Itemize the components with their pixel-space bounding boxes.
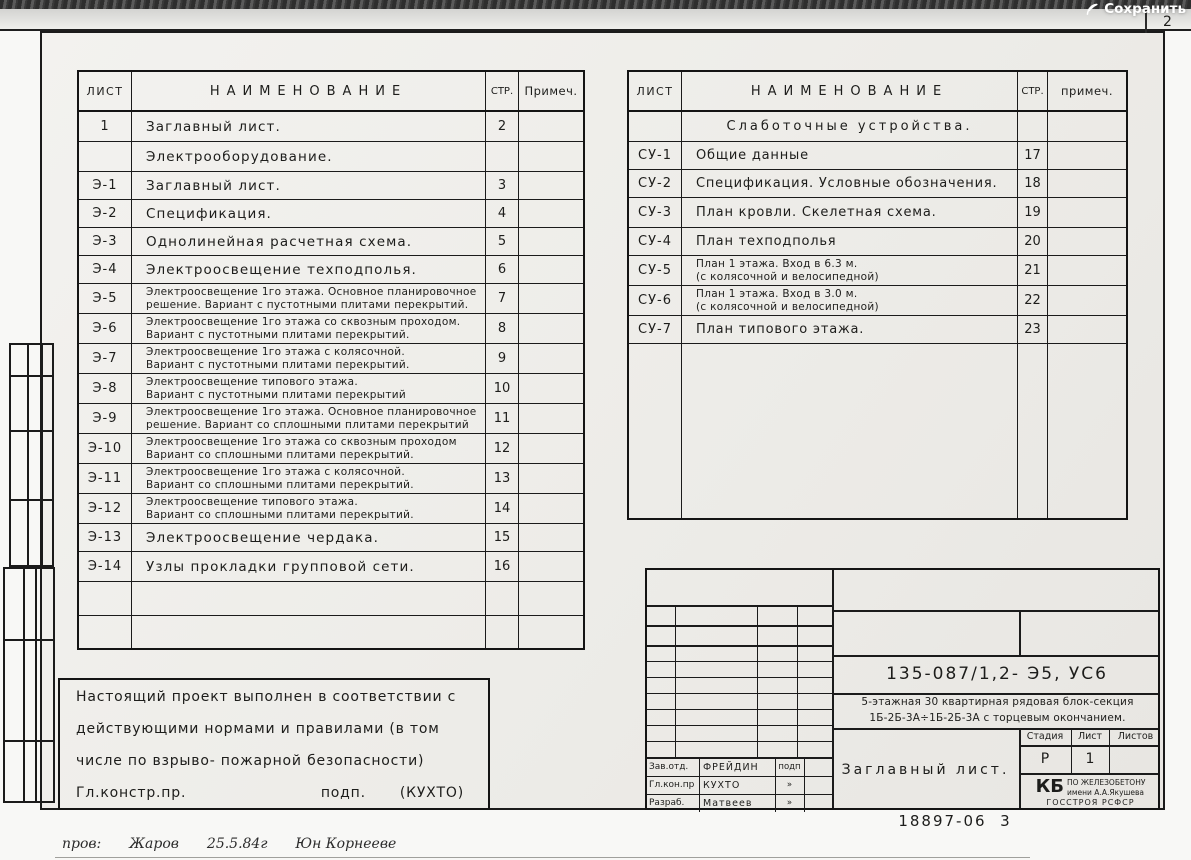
line bbox=[797, 605, 798, 757]
sheet-number-cell: Э-10 bbox=[79, 434, 132, 463]
name-cell: План типового этажа. bbox=[682, 316, 1018, 343]
page-number-cell: 17 bbox=[1018, 142, 1048, 169]
table-row bbox=[79, 464, 583, 494]
document-title: Заглавный лист. bbox=[841, 762, 1010, 778]
signer-name: Матвеев bbox=[703, 797, 753, 809]
object-name bbox=[833, 693, 1162, 728]
note-cell bbox=[519, 314, 583, 343]
sheet-number-cell: СУ-3 bbox=[629, 198, 682, 227]
note-cell bbox=[519, 552, 583, 581]
note-role: Гл.констр.пр. bbox=[76, 785, 187, 801]
line bbox=[55, 857, 1030, 858]
sheets-value bbox=[1109, 745, 1162, 773]
name-cell: План 1 этажа. Вход в 6.3 м. (с колясочной и велосипедной) bbox=[682, 256, 1018, 285]
project-cipher: 135-087/1,2- Э5, УС6 bbox=[886, 664, 1108, 684]
note-cell bbox=[1048, 316, 1126, 343]
sheet-number-cell bbox=[79, 142, 132, 171]
sheet-number-cell: СУ-2 bbox=[629, 170, 682, 197]
header-sheet: ЛИСТ bbox=[79, 72, 132, 110]
table-row bbox=[629, 170, 1126, 198]
note-sign: подп. bbox=[320, 785, 366, 801]
sheet-number-cell: Э-5 bbox=[79, 284, 132, 313]
page-number-cell: 2 bbox=[486, 112, 519, 141]
page-number-cell: 23 bbox=[1018, 316, 1048, 343]
header-note: Примеч. bbox=[524, 84, 578, 98]
note-cell bbox=[519, 616, 583, 650]
sheet-number-cell bbox=[79, 582, 132, 615]
page-number-cell: 6 bbox=[486, 256, 519, 283]
archive-stamp-number: 18897-06 3 bbox=[898, 812, 1012, 830]
note-cell bbox=[519, 524, 583, 551]
note-cell bbox=[1048, 198, 1126, 227]
name-cell: План техподполья bbox=[682, 228, 1018, 255]
signer-name: ФРЕЙДИН bbox=[703, 761, 759, 773]
table-row bbox=[629, 256, 1126, 286]
header-page: СТР. bbox=[1018, 72, 1048, 110]
sheet-number-cell: Э-4 bbox=[79, 256, 132, 283]
table-row bbox=[79, 284, 583, 314]
line bbox=[27, 345, 29, 565]
sheet-number-cell bbox=[79, 616, 132, 650]
header-name: НАИМЕНОВАНИЕ bbox=[682, 72, 1018, 110]
line bbox=[41, 345, 43, 565]
header-name: НАИМЕНОВАНИЕ bbox=[132, 72, 486, 110]
sheet-number-cell: СУ-7 bbox=[629, 316, 682, 343]
name-cell: Электроосвещение 1го этажа с колясочной. Вариант с пустотными плитами перекрытий. bbox=[132, 344, 486, 373]
table-row bbox=[79, 524, 583, 552]
sheet-number-cell: Э-8 bbox=[79, 374, 132, 403]
page-number-cell: 8 bbox=[486, 314, 519, 343]
sheet-number-cell: Э-11 bbox=[79, 464, 132, 493]
page-number-cell: 12 bbox=[486, 434, 519, 463]
note-cell bbox=[1048, 228, 1126, 255]
signer-signature: » bbox=[786, 780, 793, 790]
note-cell bbox=[519, 464, 583, 493]
page-number-cell: 15 bbox=[486, 524, 519, 551]
stage-label: Стадия bbox=[1026, 731, 1064, 742]
name-cell: Узлы прокладки групповой сети. bbox=[132, 552, 486, 581]
page-number-cell: 3 bbox=[486, 172, 519, 199]
line bbox=[5, 639, 53, 641]
note-cell bbox=[519, 284, 583, 313]
table-row bbox=[79, 142, 583, 172]
table-row bbox=[79, 552, 583, 582]
name-cell: Электроосвещение техподполья. bbox=[132, 256, 486, 283]
note-cell bbox=[1048, 344, 1126, 520]
name-cell: Электроосвещение 1го этажа. Основное планировочное решение. Вариант со сплошными плитами перекрытий bbox=[132, 404, 486, 433]
name-cell: Электроосвещение 1го этажа со сквозным проходом. Вариант с пустотными плитами перекрытий. bbox=[132, 314, 486, 343]
page-number-cell: 14 bbox=[486, 494, 519, 523]
table-row bbox=[79, 434, 583, 464]
save-button[interactable] bbox=[1084, 1, 1186, 17]
name-cell: Электроосвещение типового этажа. Вариант со сплошными плитами перекрытий. bbox=[132, 494, 486, 523]
signer-role: Гл.кон.пр bbox=[649, 780, 695, 790]
page-number-cell bbox=[1018, 344, 1048, 520]
sheet-number-cell: Э-2 bbox=[79, 200, 132, 227]
name-cell: Электроосвещение 1го этажа со сквозным проходом Вариант со сплошными плитами перекрытий. bbox=[132, 434, 486, 463]
check-date: 25.5.84г bbox=[206, 836, 268, 852]
table-row bbox=[629, 112, 1126, 142]
page-number-cell: 9 bbox=[486, 344, 519, 373]
save-button-label: Сохранить bbox=[1104, 1, 1186, 17]
page-top-margin bbox=[0, 9, 1191, 31]
name-cell: Электроосвещение чердака. bbox=[132, 524, 486, 551]
note-signature-line bbox=[76, 785, 472, 801]
sheet-label: Лист bbox=[1077, 731, 1103, 742]
page-number-cell: 19 bbox=[1018, 198, 1048, 227]
header-page: СТР. bbox=[486, 72, 519, 110]
signer-signature: » bbox=[786, 798, 793, 808]
sheet-value: 1 bbox=[1085, 751, 1095, 767]
organization-block bbox=[1019, 773, 1162, 812]
table-row bbox=[79, 112, 583, 142]
save-icon bbox=[1084, 2, 1099, 17]
line bbox=[5, 740, 53, 742]
stage-value: Р bbox=[1040, 751, 1050, 767]
name-cell bbox=[132, 616, 486, 650]
sheet-number-cell: Э-6 bbox=[79, 314, 132, 343]
table-row bbox=[629, 198, 1126, 228]
page-number-cell bbox=[486, 616, 519, 650]
organization-line1: ПО ЖЕЛЕЗОБЕТОНУ bbox=[1067, 778, 1146, 788]
line bbox=[804, 757, 805, 812]
page-number-cell: 21 bbox=[1018, 256, 1048, 285]
page-number-cell: 4 bbox=[486, 200, 519, 227]
line bbox=[675, 605, 676, 757]
table-row bbox=[629, 316, 1126, 344]
name-cell: Спецификация. bbox=[132, 200, 486, 227]
sheet-page-number: 2 bbox=[1163, 13, 1172, 30]
note-cell bbox=[519, 434, 583, 463]
left-margin-stamp-upper bbox=[9, 343, 54, 567]
table-row bbox=[79, 494, 583, 524]
line bbox=[35, 569, 37, 801]
note-cell bbox=[1048, 286, 1126, 315]
table-row bbox=[79, 404, 583, 434]
note-cell bbox=[1048, 170, 1126, 197]
signer-role: Разраб. bbox=[649, 798, 685, 808]
organization-line3: ГОССТРОЯ РСФСР bbox=[1046, 797, 1135, 807]
contents-table-low-current bbox=[627, 70, 1128, 520]
check-name: Жаров bbox=[129, 836, 179, 852]
table-row bbox=[629, 344, 1126, 520]
line bbox=[11, 430, 52, 432]
header-sheet: ЛИСТ bbox=[629, 72, 682, 110]
name-cell bbox=[682, 344, 1018, 520]
name-cell: Заглавный лист. bbox=[132, 112, 486, 141]
check-extra: Юн Корнееве bbox=[295, 836, 397, 852]
table-row bbox=[79, 616, 583, 650]
sheet-number-cell: 1 bbox=[79, 112, 132, 141]
table-row bbox=[79, 344, 583, 374]
sheet-number-cell bbox=[629, 112, 682, 141]
left-margin-stamp-lower bbox=[3, 567, 55, 803]
page-number-cell bbox=[486, 142, 519, 171]
note-line: числе по взрыво- пожарной безопасности) bbox=[76, 753, 425, 769]
note-line: действующими нормами и правилами (в том bbox=[76, 721, 440, 737]
table-row bbox=[79, 200, 583, 228]
line bbox=[1019, 610, 1021, 655]
sheet-number-cell: Э-13 bbox=[79, 524, 132, 551]
line bbox=[757, 605, 758, 757]
page-number-cell: 11 bbox=[486, 404, 519, 433]
name-cell: Однолинейная расчетная схема. bbox=[132, 228, 486, 255]
table-row bbox=[79, 314, 583, 344]
header-note: примеч. bbox=[1061, 84, 1113, 98]
sheet-number-cell: СУ-6 bbox=[629, 286, 682, 315]
sheet-number-cell: Э-7 bbox=[79, 344, 132, 373]
note-cell bbox=[1048, 142, 1126, 169]
check-label: пров: bbox=[62, 836, 102, 852]
note-cell bbox=[519, 374, 583, 403]
binding-edge-strip bbox=[0, 0, 1191, 9]
signer-role: Зав.отд. bbox=[649, 762, 689, 772]
note-cell bbox=[519, 228, 583, 255]
name-cell: План кровли. Скелетная схема. bbox=[682, 198, 1018, 227]
page-number-cell bbox=[1018, 112, 1048, 141]
name-cell: План 1 этажа. Вход в 3.0 м. (с колясочной и велосипедной) bbox=[682, 286, 1018, 315]
page-number-cell: 20 bbox=[1018, 228, 1048, 255]
sheet-number-cell: СУ-1 bbox=[629, 142, 682, 169]
sheet-number-cell bbox=[629, 344, 682, 520]
table-row bbox=[79, 582, 583, 616]
name-cell: Слаботочные устройства. bbox=[682, 112, 1018, 141]
sheet-number-cell: Э-3 bbox=[79, 228, 132, 255]
note-cell bbox=[519, 582, 583, 615]
name-cell: Заглавный лист. bbox=[132, 172, 486, 199]
note-cell bbox=[519, 112, 583, 141]
note-cell bbox=[519, 200, 583, 227]
name-cell bbox=[132, 582, 486, 615]
sheet-number-cell: Э-9 bbox=[79, 404, 132, 433]
note-cell bbox=[519, 344, 583, 373]
note-cell bbox=[519, 256, 583, 283]
page-number-cell: 22 bbox=[1018, 286, 1048, 315]
object-name-line1: 5-этажная 30 квартирная рядовая блок-секция bbox=[861, 696, 1134, 709]
sheet-number-cell: Э-14 bbox=[79, 552, 132, 581]
table-row bbox=[79, 172, 583, 200]
note-cell bbox=[519, 142, 583, 171]
line bbox=[832, 610, 1158, 612]
page-number-cell: 7 bbox=[486, 284, 519, 313]
table-row bbox=[629, 228, 1126, 256]
sheet-number-cell: Э-12 bbox=[79, 494, 132, 523]
name-cell: Спецификация. Условные обозначения. bbox=[682, 170, 1018, 197]
name-cell: Электроосвещение 1го этажа с колясочной. Вариант со сплошными плитами перекрытий. bbox=[132, 464, 486, 493]
organization-abbr: КБ bbox=[1035, 776, 1064, 798]
page-number-cell: 10 bbox=[486, 374, 519, 403]
note-cell bbox=[519, 494, 583, 523]
page-number-cell bbox=[486, 582, 519, 615]
table-header-row bbox=[79, 72, 583, 112]
name-cell: Электрооборудование. bbox=[132, 142, 486, 171]
page-number-cell: 18 bbox=[1018, 170, 1048, 197]
note-cell bbox=[1048, 112, 1126, 141]
table-header-row bbox=[629, 72, 1126, 112]
handwritten-check-note bbox=[62, 836, 396, 852]
note-cell bbox=[519, 172, 583, 199]
line bbox=[11, 375, 52, 377]
organization-line2: имени А.А.Якушева bbox=[1067, 787, 1145, 797]
title-block bbox=[645, 568, 1160, 810]
note-surname: (КУХТО) bbox=[399, 785, 464, 801]
table-row bbox=[629, 142, 1126, 170]
name-cell: Общие данные bbox=[682, 142, 1018, 169]
object-name-line2: 1Б-2Б-3А÷1Б-2Б-3А с торцевым окончанием. bbox=[869, 711, 1126, 724]
note-line: Настоящий проект выполнен в соответствии с bbox=[76, 689, 457, 705]
table-row bbox=[629, 286, 1126, 316]
signer-signature: подп bbox=[778, 762, 801, 772]
page-number-cell: 13 bbox=[486, 464, 519, 493]
note-cell bbox=[1048, 256, 1126, 285]
page-number-cell: 16 bbox=[486, 552, 519, 581]
sheet-number-cell: СУ-5 bbox=[629, 256, 682, 285]
table-row bbox=[79, 256, 583, 284]
sheets-label: Листов bbox=[1117, 731, 1154, 742]
table-row bbox=[79, 228, 583, 256]
name-cell: Электроосвещение 1го этажа. Основное планировочное решение. Вариант с пустотными плитами перекрытий. bbox=[132, 284, 486, 313]
contents-table-electrical bbox=[77, 70, 585, 650]
sheet-number-cell: СУ-4 bbox=[629, 228, 682, 255]
signer-name: КУХТО bbox=[703, 779, 741, 791]
line bbox=[699, 757, 700, 812]
name-cell: Электроосвещение типового этажа. Вариант с пустотными плитами перекрытий bbox=[132, 374, 486, 403]
compliance-note-box bbox=[58, 678, 490, 810]
line bbox=[23, 569, 25, 801]
line bbox=[11, 499, 52, 501]
page-number-cell: 5 bbox=[486, 228, 519, 255]
table-row bbox=[79, 374, 583, 404]
note-cell bbox=[519, 404, 583, 433]
sheet-number-cell: Э-1 bbox=[79, 172, 132, 199]
